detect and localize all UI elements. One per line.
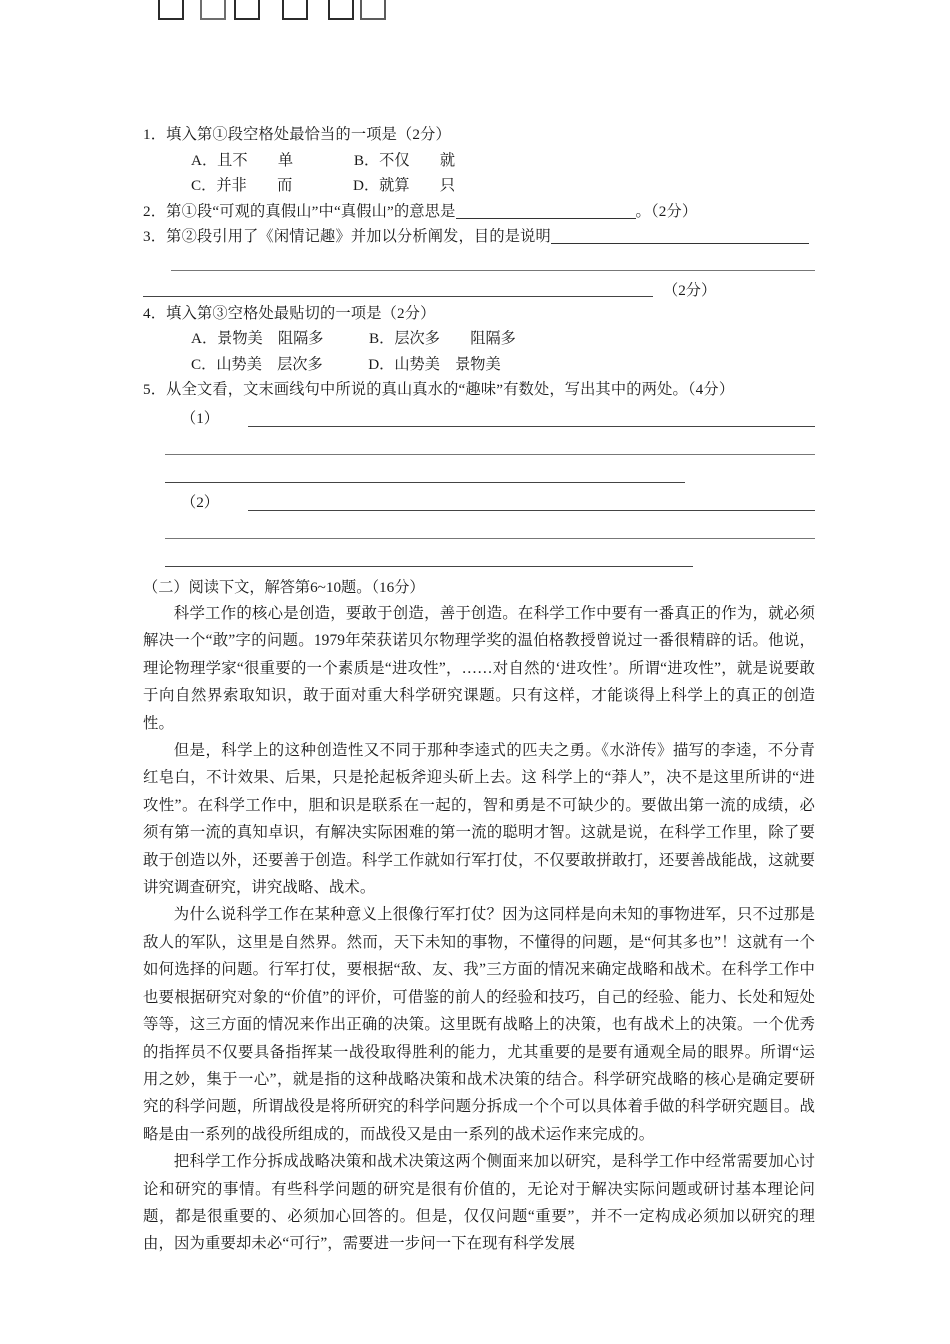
question-3-stem <box>143 224 815 250</box>
question-3-answer-blank-1[interactable] <box>551 229 809 244</box>
question-1-stem: 1．填入第①段空格处最恰当的一项是（2分） <box>143 126 451 143</box>
missing-glyph-box-icon <box>158 0 184 20</box>
section-two-paragraph-3: 为什么说科学工作在某种意义上很像行军打仗？因为这同样是向未知的事物进军，只不过那是敌人的军队，这里是自然界。然而，天下未知的事物，不懂得的问题，是“何其多也”！这就有一个如何选择的问题。行军打仗，要根据“敌、友、我”三方面的情况来确定战略和战术。在科学工作中也要根据研究对象的“价值”的评价，可借鉴的前人的经验和技巧，自己的经验、能力、长处和短处等等，这三方面的情况来作出正确的决策。这里既有战略上的决策，也有战术上的决策。一个优秀的指挥员不仅要具备指挥某一战役取得胜利的能力，尤其重要的是要有通观全局的眼界。所谓“运用之妙，集于一心”，就是指的这种战略决策和战术决策的结合。科学研究战略的核心是确定要研究的科学问题，所谓战役是将所研究的科学问题分拆成一个个可以具体着手做的科学研究题目。战略是由一系列的战役所组成的，而战役又是由一系列的战术运作来完成的。 <box>143 906 815 1143</box>
question-5-sub-1-line-3 <box>143 459 815 487</box>
question-5-sub-label-1: （1） <box>181 409 219 427</box>
question-2-answer-blank[interactable] <box>456 204 636 219</box>
question-4-options-line-1: A．景物美 阻隔多 B．层次多 阻隔多 <box>191 330 516 347</box>
question-5-answer-blank-1c[interactable] <box>165 482 685 483</box>
question-4-options-line-2: C．山势美 层次多 D．山势美 景物美 <box>191 355 501 373</box>
section-two-paragraph-1: 科学工作的核心是创造，要敢于创造，善于创造。在科学工作中要有一番真正的作为，就必须解决一个“敢”字的问题。1979年荣获诺贝尔物理学奖的温伯格教授曾说过一番很精辟的话。他说，理论物理学家“很重要的一个素质是“进攻性”，……对自然的‘进攻性’。所谓“进攻性”，就是说要敢于向自然界索取知识，敢于面对重大科学研究课题。只有这样，才能谈得上科学上的真正的创造性。 <box>143 605 815 732</box>
question-5-sub-1-line-1 <box>143 403 815 431</box>
question-5-sub-2-line-2 <box>143 515 815 543</box>
placeholder-glyph-row <box>158 0 386 20</box>
question-5-sub-1-line-2 <box>143 431 815 459</box>
question-2-score: 。（2分） <box>635 202 698 220</box>
question-5-stem: 5．从全文看，文末画线句中所说的真山真水的“趣味”有数处，写出其中的两处。（4分） <box>143 381 735 398</box>
question-3-answer-blank-3[interactable] <box>143 296 653 297</box>
missing-glyph-box-icon <box>282 0 308 20</box>
missing-glyph-box-icon <box>360 0 386 20</box>
question-3-answer-line-2 <box>143 250 815 276</box>
question-3-answer-blank-2[interactable] <box>171 270 815 271</box>
page-content <box>143 122 815 1258</box>
question-5-sub-2-line-1 <box>143 487 815 515</box>
question-5-sub-label-2: （2） <box>181 493 219 511</box>
missing-glyph-box-icon <box>200 0 226 20</box>
question-1-options-line-2: C．并非 而 D．就算 只 <box>191 177 456 194</box>
section-two-heading: （二）阅读下文，解答第6~10题。（16分） <box>143 578 425 596</box>
question-4-stem: 4．填入第③空格处最贴切的一项是（2分） <box>143 304 436 322</box>
question-5-answer-blank-2b[interactable] <box>165 538 815 539</box>
question-3-answer-line-3 <box>143 275 815 301</box>
question-5-answer-blank-2c[interactable] <box>165 566 693 567</box>
question-3-score: （2分） <box>663 281 717 299</box>
missing-glyph-box-icon <box>234 0 260 20</box>
question-5-answer-blank-1a[interactable] <box>248 426 815 427</box>
question-2-stem <box>143 199 815 225</box>
section-two-paragraph-4: 把科学工作分拆成战略决策和战术决策这两个侧面来加以研究，是科学工作中经常需要加心讨论和研究的事情。有些科学问题的研究是很有价值的，无论对于解决实际问题或研讨基本理论问题，都是很重要的、必须加心回答的。但是，仅仅问题“重要”，并不一定构成必须加以研究的理由，因为重要却未必“可行”，需要进一步问一下在现有科学发展 <box>143 1153 815 1253</box>
question-5-answer-blank-2a[interactable] <box>248 510 815 511</box>
question-2-stem-text: 2．第①段“可观的真假山”中“真假山”的意思是 <box>143 202 456 220</box>
question-5-sub-2-line-3 <box>143 543 815 571</box>
question-5-answer-blank-1b[interactable] <box>165 454 815 455</box>
question-1-options-line-1: A．且不 单 B．不仅 就 <box>191 151 456 169</box>
question-3-stem-text: 3．第②段引用了《闲情记趣》并加以分析阐发，目的是说明 <box>143 228 551 245</box>
section-two-paragraph-2: 但是，科学上的这种创造性又不同于那种李逵式的匹夫之勇。《水浒传》描写的李逵，不分青红皂白，不计效果、后果，只是抡起板斧迎头斫上去。这 科学上的“莽人”，决不是这里所讲的“进攻性”。在科学工作中，胆和识是联系在一起的，智和勇是不可缺少的。要做出第一流的成绩，必须有第一流的真知卓识，有解决实际困难的第一流的聪明才智。这就是说，在科学工作里，除了要敢于创造以外，还要善于创造。科学工作就如行军打仗，不仅要敢拼敢打，还要善战能战，这就要讲究调查研究，讲究战略、战术。 <box>143 742 815 897</box>
missing-glyph-box-icon <box>328 0 354 20</box>
